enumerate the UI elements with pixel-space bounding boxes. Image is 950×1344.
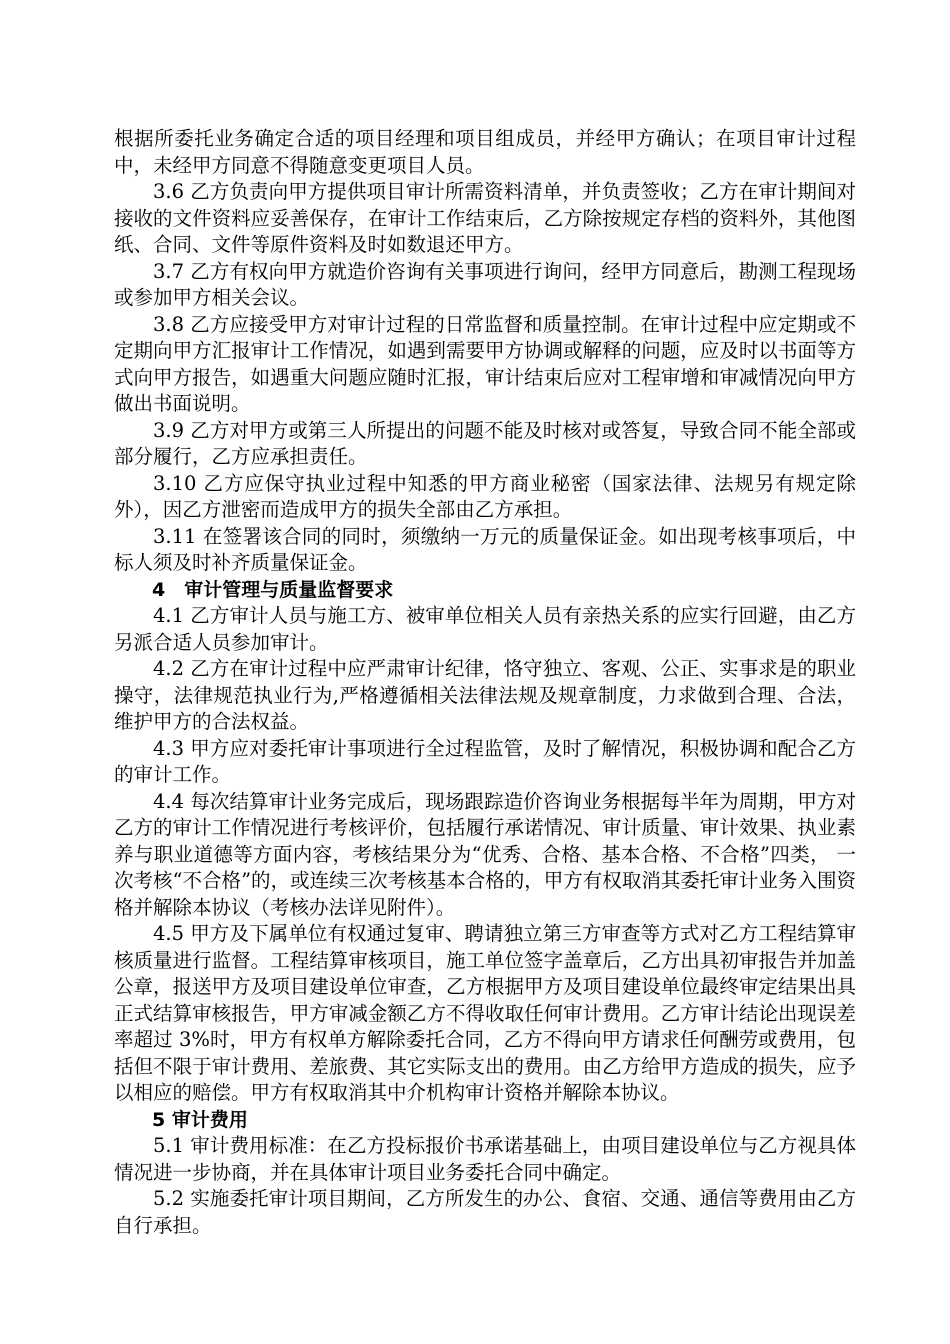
- paragraph-4-5: 4.5 甲方及下属单位有权通过复审、聘请独立第三方审查等方式对乙方工程结算审核质量进行监督。工程结算审核项目，施工单位签字盖章后，乙方出具初审报告并加盖公章，报送甲方及项目建设单位审查，乙方根据甲方及项目建设单位最终审定结果出具正式结算审核报告，甲方审减金额乙方不得收取任何审计费用。乙方审计结论出现误差率超过 3%时，甲方有权单方解除委托合同，乙方不得向甲方请求任何酬劳或费用，包括但不限于审计费用、差旅费、其它实际支出的费用。由乙方给甲方造成的损失，应予以相应的赔偿。甲方有权取消其中介机构审计资格并解除本协议。: [114, 922, 856, 1104]
- paragraph-5-1: 5.1 审计费用标准：在乙方投标报价书承诺基础上，由项目建设单位与乙方视具体情况进一步协商，并在具体审计项目业务委托合同中确定。: [114, 1134, 856, 1184]
- paragraph-3-8: 3.8 乙方应接受甲方对审计过程的日常监督和质量控制。在审计过程中应定期或不定期向甲方汇报审计工作情况，如遇到需要甲方协调或解释的问题，应及时以书面等方式向甲方报告，如遇重大问题应随时汇报，审计结束后应对工程审增和审减情况向甲方做出书面说明。: [114, 312, 856, 415]
- paragraph-5-2: 5.2 实施委托审计项目期间，乙方所发生的办公、食宿、交通、通信等费用由乙方自行承担。: [114, 1187, 856, 1237]
- paragraph-3-9: 3.9 乙方对甲方或第三人所提出的问题不能及时核对或答复，导致合同不能全部或部分履行，乙方应承担责任。: [114, 418, 856, 468]
- paragraph-4-1: 4.1 乙方审计人员与施工方、被审单位相关人员有亲热关系的应实行回避，由乙方另派合适人员参加审计。: [114, 604, 856, 654]
- section-heading-4: 4 审计管理与质量监督要求: [152, 578, 394, 601]
- paragraph-3-11: 3.11 在签署该合同的同时，须缴纳一万元的质量保证金。如出现考核事项后，中标人须及时补齐质量保证金。: [114, 524, 856, 574]
- paragraph-4-3: 4.3 甲方应对委托审计事项进行全过程监管，及时了解情况，积极协调和配合乙方的审计工作。: [114, 736, 856, 786]
- paragraph-4-2: 4.2 乙方在审计过程中应严肃审计纪律，恪守独立、客观、公正、实事求是的职业操守，法律规范执业行为,严格遵循相关法律法规及规章制度，力求做到合理、合法，维护甲方的合法权益。: [114, 657, 856, 733]
- paragraph-3-6: 3.6 乙方负责向甲方提供项目审计所需资料清单，并负责签收；乙方在审计期间对接收的文件资料应妥善保存，在审计工作结束后，乙方除按规定存档的资料外，其他图纸、合同、文件等原件资料及时如数退还甲方。: [114, 180, 856, 256]
- paragraph-continuation: 根据所委托业务确定合适的项目经理和项目组成员，并经甲方确认；在项目审计过程中，未经甲方同意不得随意变更项目人员。: [114, 127, 856, 177]
- paragraph-4-4: 4.4 每次结算审计业务完成后，现场跟踪造价咨询业务根据每半年为周期，甲方对乙方的审计工作情况进行考核评价，包括履行承诺情况、审计质量、审计效果、执业素养与职业道德等方面内容，考核结果分为“优秀、合格、基本合格、不合格”四类， 一次考核“不合格”的，或连续三次考核基本合格的，甲方有权取消其委托审计业务入围资格并解除本协议（考核办法详见附件）。: [114, 789, 856, 919]
- paragraph-3-10: 3.10 乙方应保守执业过程中知悉的甲方商业秘密（国家法律、法规另有规定除外），因乙方泄密而造成甲方的损失全部由乙方承担。: [114, 471, 856, 521]
- document-page: [114, 126, 856, 1239]
- paragraph-3-7: 3.7 乙方有权向甲方就造价咨询有关事项进行询问，经甲方同意后，勘测工程现场或参加甲方相关会议。: [114, 259, 856, 309]
- section-heading-5: 5 审计费用: [152, 1108, 248, 1131]
